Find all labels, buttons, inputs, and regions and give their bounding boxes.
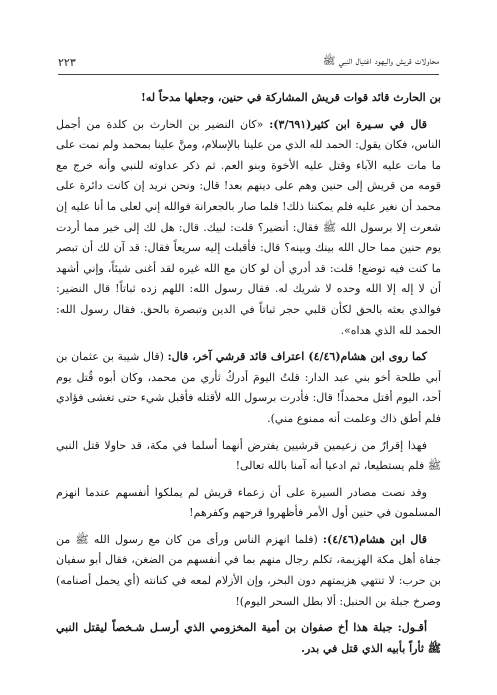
- paragraph: فهذا إقرارٌ من زعيمين قرشيين يفترض أنهما أسلما في مكة، قد حاولا قتل النبي ﷺ فلم يستطيعا، ثم ادعيا أنه آمنا بالله تعالى!: [56, 438, 441, 473]
- running-title: محاولات قريش واليهود اغتيال النبي ﷺ: [322, 54, 439, 67]
- page-number: ٢٢٣: [58, 55, 76, 69]
- paragraph: قال في سـيرة ابن كثير(٣/٦٩١): «كان النضير بن الحارث بن كلدة من أجمل الناس، فكان يقول: الحمد لله الذي من علينا بالإسلام، ومنَّ علينا بمحمد ولم نمت على ما مات عليه الآباء وقتل عليه الأخوة وبنو العم. ثم ذكر عداوته للنبي وأنه خرج مع قومه من قريش إلى حنين وهم على دينهم بعد! قال: ونحن نريد إن كانت دائرة على محمد أن نغير عليه فلم يمكننا ذلك! فلما صار بالجعرانة فوالله إني لعلى ما أنا عليه إن شعرت إلا برسول الله ﷺ فقال: أنضير؟ قلت: لبيك. قال: هل لك إلى خير مما أردت يوم حنين مما حال الله بينك وبينه؟ قال: فأقبلت إليه سريعاً فقال: قد آن لك أن تبصر ما كنت فيه توضع! قلت: قد أدري أن لو كان مع الله غيره لقد أغنى شيئاً، وإني أشهد أن لا إله إلا الله وحده لا شريك له. فقال رسول الله: اللهم زده ثباتاً! قال النضير: فوالذي بعثه بالحق لكأن قلبي حجر ثباتاً في الدين وتبصرة بالحق. فقال رسول الله: الحمد لله الذي هداه».: [56, 117, 441, 337]
- paragraph: أقـول: جبلة هذا أخ صفوان بن أمية المخزومي الذي أرسـل شـخصاً ليقتل النبي ﷺ ثأراً بأبيه الذي قتل في بدر.: [56, 621, 441, 655]
- paragraph: قال ابن هشام(٤/٤٦): (فلما انهزم الناس ورأى من كان مع رسول الله ﷺ من جفاة أهل مكة الهزيمة، تكلم رجال منهم بما في أنفسهم من الضغن، فقال أبو سفيان بن حرب: لا تنتهي هزيمتهم دون البحر، وإن الأزلام لمعه في كنانته (أي يحمل أصنامه) وصرخ جبلة بن الحنبل: ألا بطل السحر اليوم)!: [56, 532, 441, 608]
- paragraph: وقد نصت مصادر السيرة على أن زعماء قريش لم يملكوا أنفسهم عندما انهزم المسلمون في حنين أول الأمر فأظهروا فرحهم وكفرهم!: [56, 485, 441, 520]
- body-text: [56, 88, 441, 681]
- paragraph: كما روى ابن هشام(٤/٤٦) اعتراف قائد قرشي آخر، قال: (قال شيبة بن عثمان بن أبي طلحة أخو بني عبد الدار: قلتُ اليومَ أدركُ ثأري من محمد، وكان أبوه قُتل يوم أحد، اليوم أقتل محمداً! قال: فأدرت برسول الله لأقتله فأقبل شيء حتى تغشى فؤادي فلم أطق ذاك وعلمت أنه ممنوع مني).: [56, 350, 441, 425]
- paragraph: بن الحارث قائد قوات قريش المشاركة في حنين، وجعلها مدحاً له!: [140, 91, 441, 104]
- header-rule: [58, 74, 439, 75]
- page-header: [58, 52, 439, 72]
